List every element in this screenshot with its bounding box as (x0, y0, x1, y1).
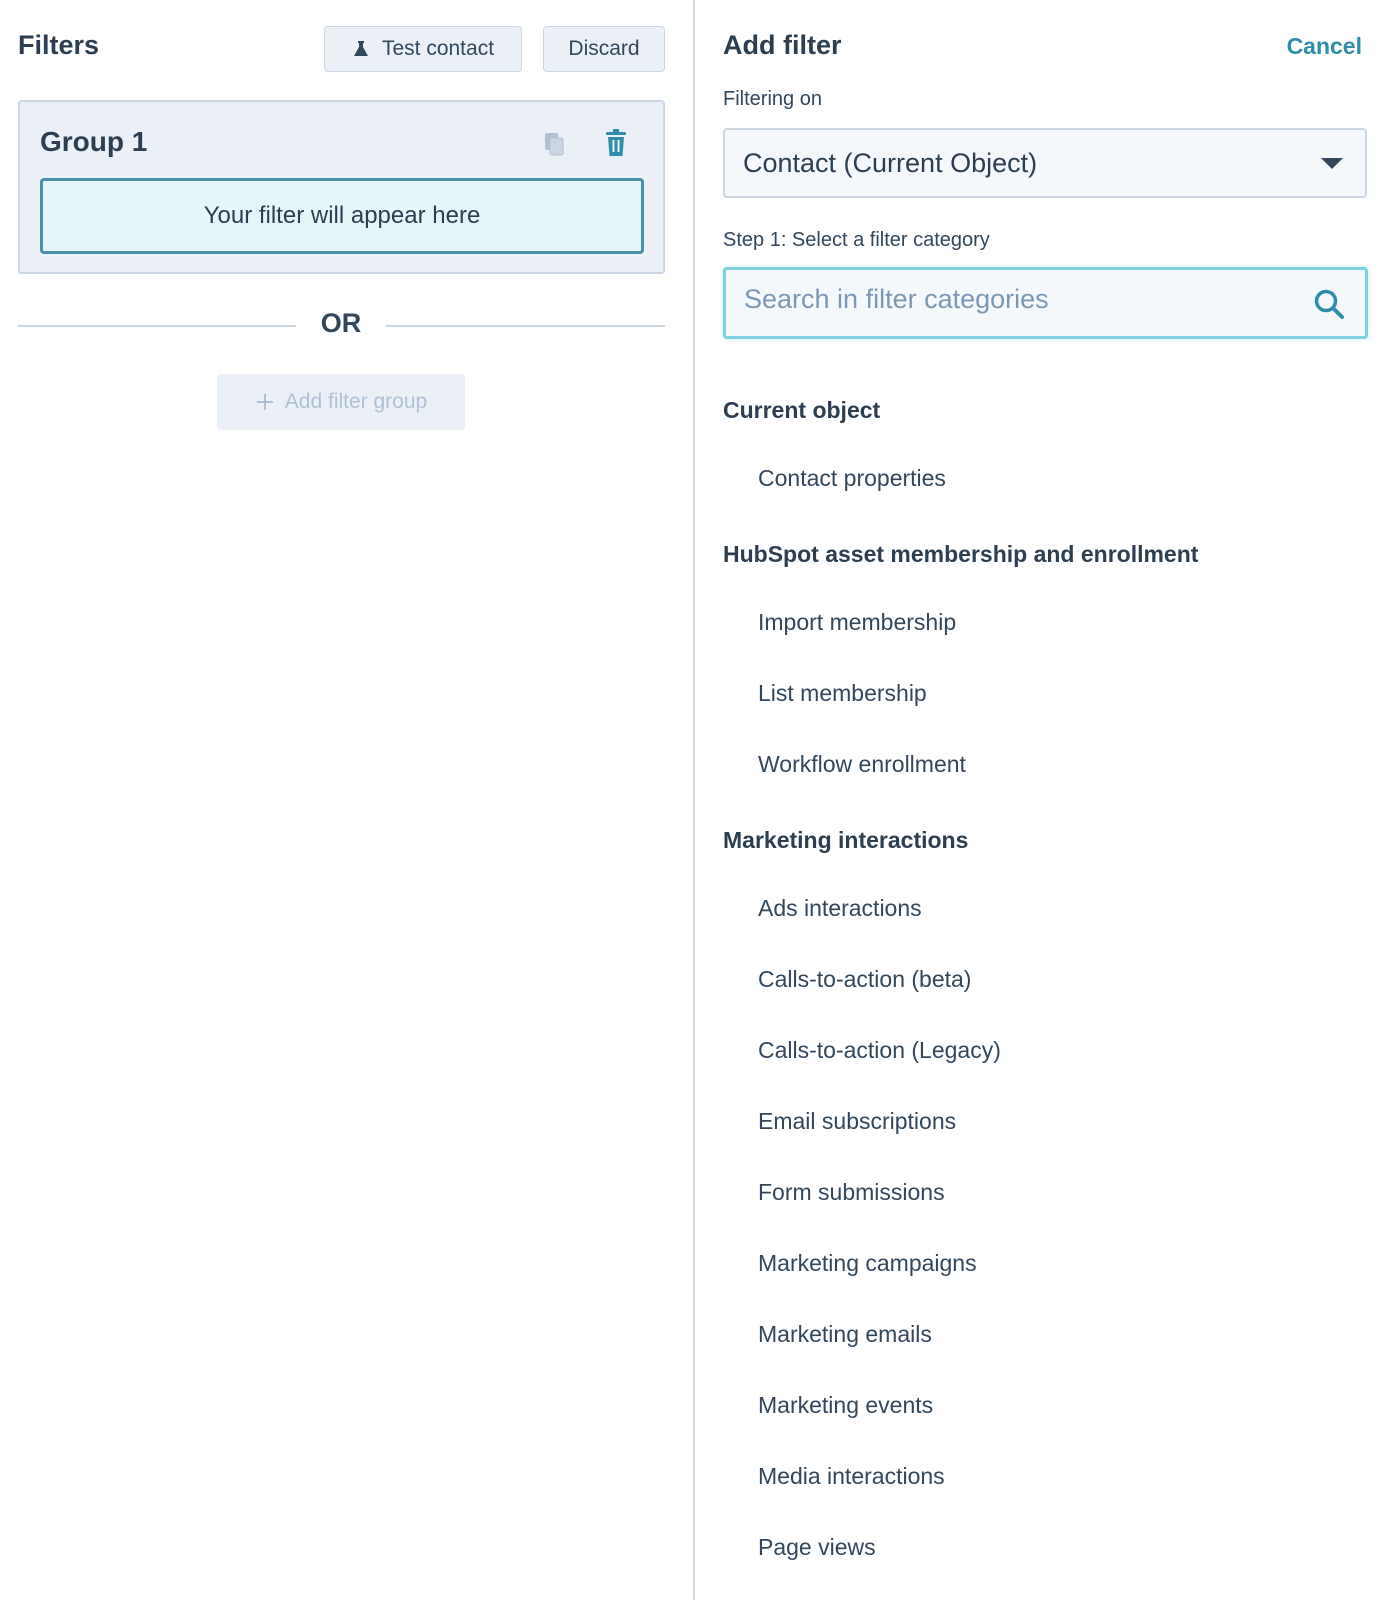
category-item[interactable]: Media interactions (758, 1463, 945, 1489)
plus-icon (255, 392, 275, 412)
object-select[interactable] (723, 128, 1367, 198)
copy-icon[interactable] (540, 130, 568, 158)
object-select-value: Contact (Current Object) (743, 148, 1038, 178)
add-filter-panel (695, 0, 1384, 1600)
trash-icon[interactable] (602, 128, 630, 158)
category-item[interactable]: Ads interactions (758, 895, 922, 921)
flask-icon (352, 40, 370, 58)
filter-category-list (723, 392, 1363, 1583)
filter-group-card (18, 100, 665, 274)
test-contact-button[interactable] (324, 26, 522, 72)
category-item[interactable]: List membership (758, 680, 927, 706)
add-filter-group-label: Add filter group (284, 390, 428, 413)
add-filter-title: Add filter (723, 30, 842, 60)
filter-placeholder (40, 178, 644, 254)
group-title: Group 1 (40, 126, 148, 157)
or-label: OR (320, 308, 362, 338)
category-item[interactable]: Calls-to-action (beta) (758, 966, 972, 992)
filter-placeholder-text: Your filter will appear here (203, 202, 481, 229)
section-heading: HubSpot asset membership and enrollment (723, 541, 1199, 567)
category-item[interactable]: Import membership (758, 609, 957, 635)
discard-button[interactable] (543, 26, 665, 72)
add-filter-group-button[interactable] (217, 374, 465, 430)
step-label: Step 1: Select a filter category (723, 229, 990, 251)
category-item[interactable]: Marketing campaigns (758, 1250, 977, 1276)
filters-title: Filters (18, 30, 100, 60)
test-contact-label: Test contact (381, 37, 495, 60)
cancel-link[interactable]: Cancel (1286, 33, 1362, 59)
or-line-left (18, 325, 296, 327)
filtering-on-label: Filtering on (723, 88, 822, 110)
category-item[interactable]: Calls-to-action (Legacy) (758, 1037, 1001, 1063)
category-item[interactable]: Workflow enrollment (758, 751, 966, 777)
category-item[interactable]: Marketing emails (758, 1321, 932, 1347)
category-item[interactable]: Contact properties (758, 465, 946, 491)
search-container (723, 267, 1368, 339)
chevron-down-icon (1321, 158, 1343, 169)
category-item[interactable]: Form submissions (758, 1179, 945, 1205)
category-item[interactable]: Marketing events (758, 1392, 934, 1418)
or-separator (18, 306, 665, 346)
section-heading: Current object (723, 397, 881, 423)
category-item[interactable]: Page views (758, 1534, 876, 1560)
section-heading: Marketing interactions (723, 827, 969, 853)
discard-label: Discard (568, 37, 640, 60)
search-icon[interactable] (1313, 288, 1345, 320)
search-input[interactable] (744, 284, 1284, 315)
category-item[interactable]: Email subscriptions (758, 1108, 957, 1134)
or-line-right (386, 325, 665, 327)
